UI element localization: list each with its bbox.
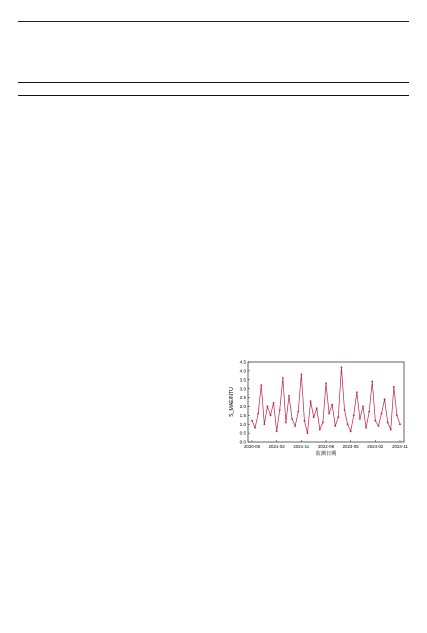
x-tick-label: 2021-02 [268,444,285,449]
data-point [325,382,327,384]
data-point [371,381,373,383]
table2 [18,82,409,96]
data-point [304,420,306,422]
data-point [251,420,253,422]
table-group-train [214,83,312,96]
fig5-chart [224,358,409,466]
data-point [257,413,259,415]
data-point [393,386,395,388]
data-point [310,400,312,402]
evaluation-table [18,82,409,96]
data-point [297,411,299,413]
data-point [263,423,265,425]
y-tick-label: 1.5 [239,412,246,418]
data-point [313,416,315,418]
running-header [18,6,409,20]
x-tick-label: 2020-05 [243,444,261,449]
x-tick-label: 2023-05 [342,444,359,449]
data-point [359,418,361,420]
y-tick-label: 4.5 [239,359,246,365]
y-tick-label: 0.0 [239,439,246,445]
data-point [316,407,318,409]
y-tick-label: 4.0 [239,368,246,374]
data-point [356,391,358,393]
data-point [341,366,343,368]
data-point [307,432,309,434]
table-model-header [18,83,214,96]
y-tick-label: 2.5 [239,395,246,401]
data-point [300,374,302,376]
header-rule [18,21,409,22]
data-point [399,423,401,425]
data-point [365,427,367,429]
fig4a-chart [40,445,215,613]
data-point [273,402,275,404]
y-tick-label: 3.5 [239,377,246,383]
data-point [344,409,346,411]
y-tick-label: 1.0 [239,421,246,427]
data-point [362,406,364,408]
data-point [270,414,272,416]
data-point [285,422,287,424]
data-point [291,418,293,420]
data-point [347,423,349,425]
data-point [267,406,269,408]
data-point [282,377,284,379]
y-tick-label: 3.0 [239,386,246,392]
x-tick-label: 2022-08 [317,444,335,449]
x-tick-label: 2021-11 [293,444,310,449]
table-group-test [311,83,409,96]
series-line [252,367,400,433]
data-point [337,416,339,418]
data-point [353,414,355,416]
data-point [260,384,262,386]
data-point [319,429,321,431]
data-point [279,409,281,411]
data-point [322,422,324,424]
data-point [331,404,333,406]
data-point [254,427,256,429]
data-point [334,425,336,427]
y-tick-label: 2.0 [239,404,246,410]
data-point [378,425,380,427]
data-point [328,413,330,415]
data-point [390,429,392,431]
data-point [387,422,389,424]
plot-frame [248,362,404,442]
data-point [384,398,386,400]
x-tick-label: 2024-11 [392,444,408,449]
data-point [350,430,352,432]
data-point [374,420,376,422]
x-tick-label: 2024-02 [367,444,384,449]
y-tick-label: 0.5 [239,430,246,436]
data-point [368,411,370,413]
x-axis-label: 监测日期 [315,451,337,457]
data-point [294,425,296,427]
data-point [288,395,290,397]
data-point [276,430,278,432]
y-axis-label: S_MAE/NTU [229,387,235,417]
data-point [381,413,383,415]
fig4b-chart [224,188,409,306]
data-point [396,414,398,416]
